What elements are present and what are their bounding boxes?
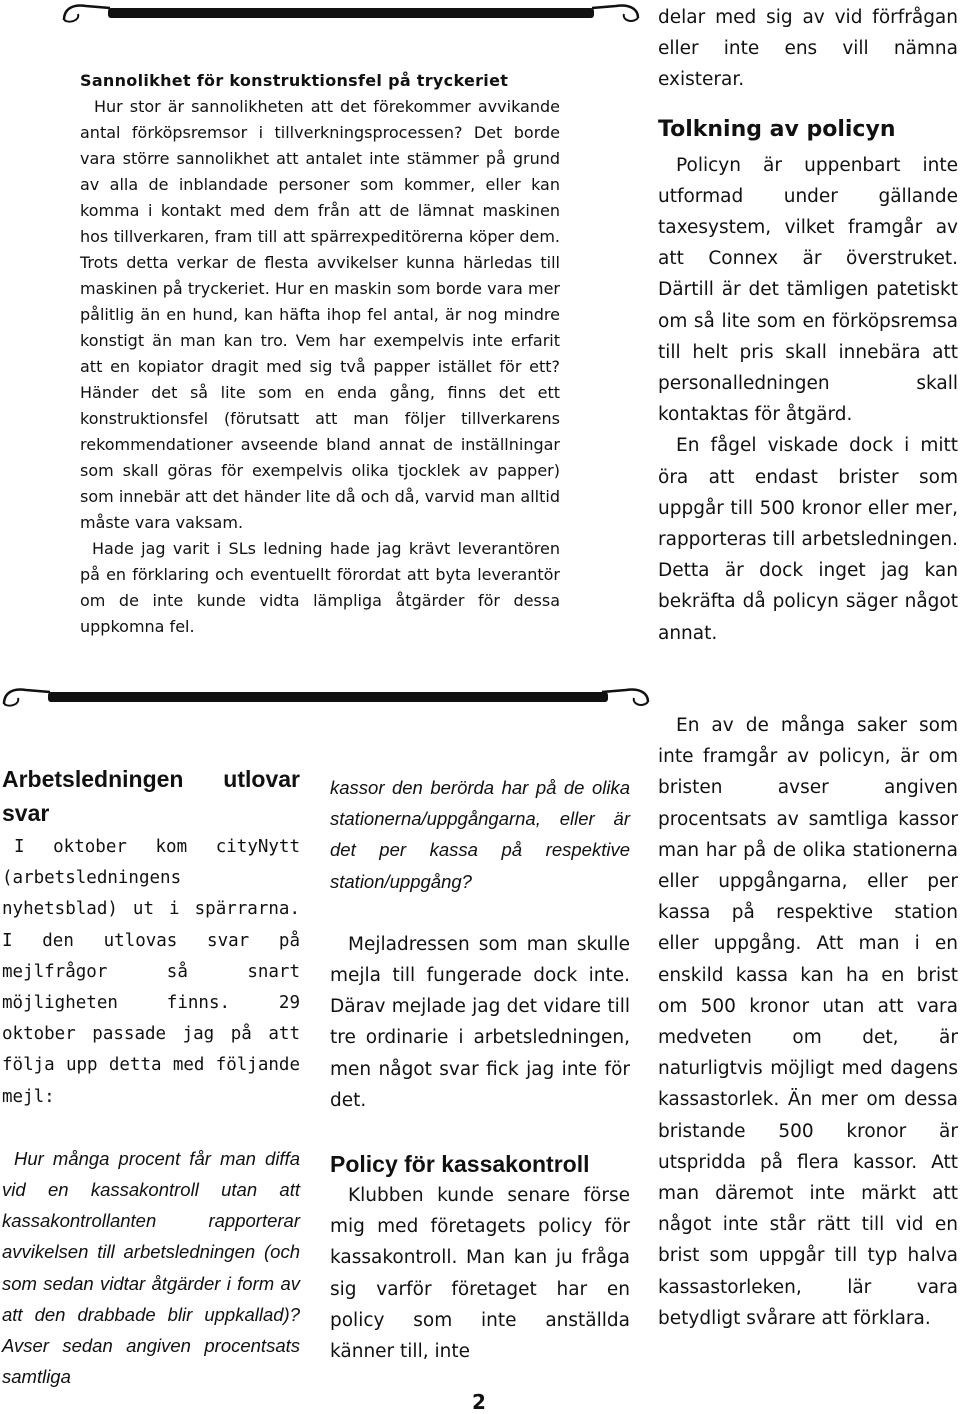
body-paragraph: En fågel viskade dock i mitt öra att endast brister som uppgår till 500 kronor eller mer, rapporteras till arbetsledningen. Detta är dock inget jag kan bekräfta då policyn säger något annat.	[658, 435, 958, 644]
continuation-text: delar med sig av vid förfrågan eller inte ens vill nämna existerar.	[658, 7, 958, 91]
email-quote-continuation: kassor den berörda har på de olika stationerna/uppgångarna, eller är det per kassa på respektive station/uppgång?	[330, 777, 630, 892]
right-column-bottom	[658, 710, 958, 1334]
section-heading: Policy för kassakontroll	[330, 1151, 590, 1178]
scroll-curl-icon	[600, 686, 652, 708]
left-column	[2, 762, 300, 1392]
section-heading: Tolkning av policyn	[658, 116, 896, 142]
middle-column	[330, 772, 630, 1367]
box-paragraph: Hur stor är sannolikheten att det förekommer avvikande antal förköpsremsor i tillverkningsprocessen? Det borde vara större sannolikhet att antalet inte stämmer på grund av alla de inblandade personer som kommer, eller kan komma i kontakt med dem från att de lämnat maskinen hos tillverkaren, fram till att spärrexpeditörerna köper dem. Trots detta verkar de flesta avvikelser kunna härledas till maskinen på tryckeriet. Hur en maskin som borde vara mer pålitlig än en hund, kan häfta ihop fel antal, är nog mindre konstigt än man kan tro. Vem har exempelvis inte erfarit att en kopiator dragit med sig två papper istället för ett? Händer det så lite som en enda gång, finns det ett konstruktionsfel (förutsatt att man följer tillverkarens rekommendationer avseende bland annat de inställningar som skall göras för exempelvis olika tjocklek av papper) som innebär att det händer lite då och då, varvid man alltid måste vara vaksam.	[80, 97, 560, 532]
page-number: 2	[472, 1390, 486, 1414]
box-paragraph: Hade jag varit i SLs ledning hade jag krävt leverantören på en förklaring och eventuellt förordat att byta leverantör om de inte kunde vidta lämpliga åtgärder för dessa uppkomna fel.	[80, 539, 560, 636]
email-quote: Hur många procent får man diffa vid en kassakontroll utan att kassakontrollanten rapporterar avvikelsen till arbetsledningen (och som sedan vidtar åtgärder i form av att den drabbade blir uppkallad)? Avser sedan angiven procentsats samtliga	[2, 1147, 300, 1388]
body-paragraph: I oktober kom cityNytt (arbetsledningens nyhetsblad) ut i spärrarna. I den utlovas svar på mejlfrågor så snart möjligheten finns. 29 oktober passade jag på att följa upp detta med följande mejl:	[2, 837, 300, 1107]
body-paragraph: En av de många saker som inte framgår av policyn, är om bristen avser angiven procentsats av samtliga kassor man har på de olika stationerna eller uppgångarna, eller per kassa på respektive station eller uppgång. Att man i en enskild kassa kan ha en brist om 500 kronor utan att vara medveten om det, är naturligtvis möjligt med dagens kassastorlek. Än mer om dessa bristande 500 kronor är utspridda på flera kassor. Att man däremot inte märkt att något inte står rätt till vid en brist som uppgår till typ halva kassastorleken, lär vara betydligt svårare att förklara.	[658, 715, 958, 1329]
bottom-scroll-banner	[48, 692, 608, 702]
section-heading: Arbetsledningen utlovar svar	[2, 766, 300, 826]
body-paragraph: Mejladressen som man skulle mejla till fungerade dock inte. Därav mejlade jag det vidare till tre ordinarie i arbetsledningen, men något svar fick jag inte för det.	[330, 933, 630, 1111]
top-scroll-banner	[108, 8, 594, 18]
scroll-curl-icon	[60, 2, 112, 24]
sidebar-box	[80, 68, 560, 640]
body-paragraph: Klubben kunde senare förse mig med företagets policy för kassakontroll. Man kan ju fråga sig varför företaget har en policy som inte anställda känner till, inte	[330, 1185, 630, 1363]
box-heading: Sannolikhet för konstruktionsfel på tryckeriet	[80, 71, 509, 90]
scroll-curl-icon	[590, 2, 642, 24]
right-column-top	[658, 2, 958, 649]
scroll-curl-icon	[0, 686, 52, 708]
body-paragraph: Policyn är uppenbart inte utformad under gällande taxesystem, vilket framgår av att Connex är överstruket. Därtill är det tämligen patetiskt om så lite som en förköpsremsa till helt pris skall innebära att personalledningen skall kontaktas för åtgärd.	[658, 154, 958, 426]
